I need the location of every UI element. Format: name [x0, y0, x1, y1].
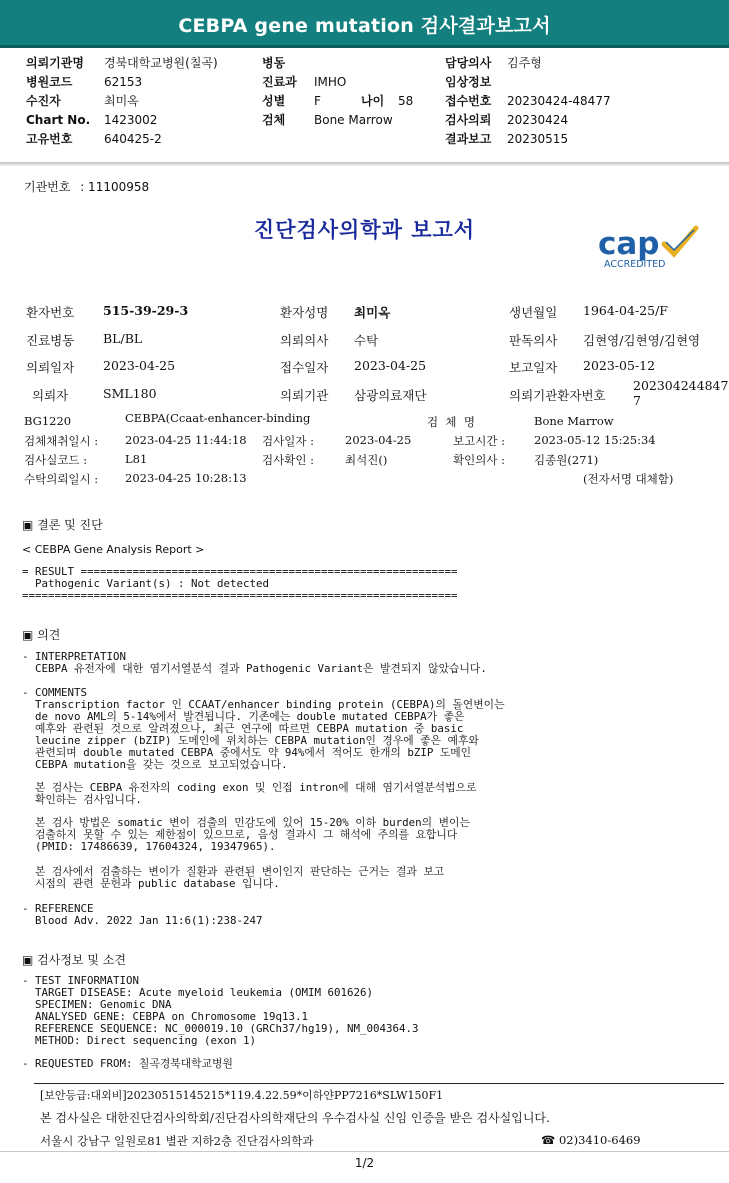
- cap-logo-text: cap: [598, 226, 660, 262]
- test-info-line: TARGET DISEASE: Acute myeloid leukemia (OMIM 601626): [22, 986, 374, 999]
- report-time-value: 2023-05-12 15:25:34: [534, 433, 656, 447]
- patient-ward: BL/BL: [103, 331, 143, 346]
- doctor-value: 김종원(271): [534, 453, 599, 467]
- age-value: 58: [398, 94, 414, 108]
- patient-field-label: 진료병동: [26, 333, 75, 348]
- comment-line: CEBPA mutation을 갖는 것으로 보고되었습니다.: [22, 758, 288, 771]
- confirm-value: 최석진(): [345, 453, 388, 467]
- info-value: 20230424: [507, 113, 569, 127]
- requesting-institution: 삼광의료재단: [354, 388, 427, 403]
- info-label: 병원코드: [26, 75, 73, 89]
- info-label: 성별: [262, 94, 286, 108]
- institution-patient-number-line: 202304244847: [633, 378, 729, 393]
- comment-line: 검출하지 못할 수 있는 제한점이 있으므로, 음성 결과시 그 해석에 주의를 요합니다: [22, 828, 458, 841]
- comment-line: 본 검사에서 검출하는 변이가 질환과 관련된 변이인지 판단하는 근거는 결과 보고: [22, 865, 445, 878]
- receipt-date: 2023-04-25: [354, 358, 427, 373]
- doctor-label: 확인의사 :: [453, 453, 505, 467]
- phone-number: ☎ 02)3410-6469: [541, 1133, 641, 1147]
- comment-line: (PMID: 17486639, 17604324, 19347965).: [22, 840, 276, 853]
- room-label: 검사실코드 :: [24, 453, 88, 467]
- info-value: IMHO: [314, 75, 347, 89]
- collect-value: 2023-04-25 11:44:18: [125, 433, 247, 447]
- report-title: 진단검사의학과 보고서: [253, 217, 476, 242]
- request-time-label: 수탁의뢰일시 :: [24, 472, 99, 486]
- confirm-label: 검사확인 :: [262, 453, 314, 467]
- report-time-label: 보고시간 :: [453, 434, 505, 448]
- patient-birth: 1964-04-25/F: [583, 303, 668, 318]
- test-info-line: ANALYSED GENE: CEBPA on Chromosome 19q13.1: [22, 1010, 309, 1023]
- requester: SML180: [103, 386, 157, 401]
- room-value: L81: [125, 452, 148, 466]
- exam-date-label: 검사일자 :: [262, 434, 314, 448]
- info-col-1: [26, 54, 218, 149]
- reference-line: Blood Adv. 2022 Jan 11:6(1):238-247: [22, 914, 263, 927]
- comment-line: 본 검사 방법은 somatic 변이 검출의 민감도에 있어 15-20% 이하 burden의 변이는: [22, 816, 470, 829]
- section-heading-opinion: ▣ 의견: [22, 628, 61, 642]
- reading-doctor: 김현영/김현영/김현영: [583, 333, 701, 348]
- agency-number: [24, 178, 149, 195]
- info-label: 수진자: [26, 94, 61, 108]
- info-value: 경북대학교병원(칠곡): [104, 56, 218, 70]
- test-code: BG1220: [24, 414, 72, 428]
- requesting-doctor: 수탁: [354, 333, 379, 348]
- test-info-line: - TEST INFORMATION: [22, 974, 140, 987]
- info-label: 담당의사: [445, 56, 492, 70]
- comment-line: 관련되며 double mutated CEBPA 중에서도 약 94%에서 적어도 한개의 bZIP 도메인: [22, 746, 472, 759]
- title-bar: [0, 0, 729, 48]
- info-label: 의뢰기관명: [26, 56, 84, 70]
- reference-line: - REFERENCE: [22, 902, 94, 915]
- patient-field-label: 의뢰기관: [280, 388, 329, 403]
- specimen-label: 검 체 명: [427, 415, 475, 429]
- test-info-line: METHOD: Direct sequencing (exon 1): [22, 1034, 257, 1047]
- test-info-line: SPECIMEN: Genomic DNA: [22, 998, 172, 1011]
- exam-date-value: 2023-04-25: [345, 433, 412, 447]
- patient-field-label: 의뢰일자: [26, 360, 75, 375]
- request-time-value: 2023-04-25 10:28:13: [125, 471, 247, 485]
- result-line: = RESULT ==========================================================: [22, 565, 458, 578]
- esign-note: (전자서명 대체함): [583, 472, 674, 486]
- info-label: 검체: [262, 113, 286, 127]
- test-info-line: REFERENCE SEQUENCE: NC_000019.10 (GRCh37/hg19), NM_004364.3: [22, 1022, 419, 1035]
- page-number: 1/2: [354, 1156, 375, 1170]
- institution-patient-number: [633, 378, 728, 408]
- age-label: 나이: [361, 94, 385, 108]
- requested-from: - REQUESTED FROM: 칠곡경북대학교병원: [22, 1057, 233, 1070]
- patient-field-label: 판독의사: [509, 333, 558, 348]
- result-line: ===================================================================: [22, 589, 458, 602]
- footer-divider: [34, 1083, 724, 1084]
- comment-line: 시점의 관련 문헌과 public database 입니다.: [22, 877, 280, 890]
- specimen-value: Bone Marrow: [534, 414, 614, 428]
- agency-label: 기관번호: [24, 180, 71, 194]
- patient-field-label: 의뢰의사: [280, 333, 329, 348]
- patient-field-label: 의뢰자: [32, 388, 69, 403]
- agency-value: : 11100958: [80, 180, 150, 194]
- comment-line: leucine zipper (bZIP) 도메인에 위치하는 CEBPA mutation인 경우에 좋은 예후와: [22, 734, 479, 747]
- report-name: < CEBPA Gene Analysis Report >: [22, 543, 205, 556]
- info-label: 진료과: [262, 75, 297, 89]
- patient-field-label: 환자번호: [26, 305, 75, 320]
- section-heading-test-info: ▣ 검사정보 및 소견: [22, 953, 126, 967]
- interpretation-line: CEBPA 유전자에 대한 염기서열분석 결과 Pathogenic Variant은 발견되지 않았습니다.: [22, 662, 487, 675]
- info-label: 검사의뢰: [445, 113, 492, 127]
- info-value: 640425-2: [104, 132, 162, 146]
- comment-line: 예후와 관련된 것으로 알려졌으나, 최근 연구에 따르면 CEBPA mutation 중 basic: [22, 722, 464, 735]
- comment-line: 본 검사는 CEBPA 유전자의 coding exon 및 인접 intron에 대해 염기서열분석법으로: [22, 781, 477, 794]
- patient-field-label: 의뢰기관환자번호: [509, 388, 606, 403]
- patient-field-label: 환자성명: [280, 305, 329, 320]
- info-value: F: [314, 94, 321, 108]
- patient-field-label: 보고일자: [509, 360, 558, 375]
- report-date: 2023-05-12: [583, 358, 656, 373]
- info-value: 최미옥: [104, 94, 139, 108]
- page-divider: [0, 1151, 729, 1152]
- patient-name: 최미옥: [354, 305, 391, 320]
- patient-field-label: 생년월일: [509, 305, 558, 320]
- request-date: 2023-04-25: [103, 358, 176, 373]
- info-col-2: [262, 54, 413, 130]
- info-value: 김주형: [507, 56, 542, 70]
- info-value: Bone Marrow: [314, 113, 393, 127]
- info-label: 접수번호: [445, 94, 492, 108]
- security-line: [보안등급:대외비]20230515145215*119.4.22.59*이하얀PP7216*SLW150F1: [40, 1089, 444, 1102]
- section-heading-conclusion: ▣ 결론 및 진단: [22, 518, 103, 532]
- info-label: 고유번호: [26, 132, 73, 146]
- info-value: 1423002: [104, 113, 158, 127]
- cap-accredited-logo: [596, 224, 704, 272]
- patient-id: 515-39-29-3: [103, 303, 189, 318]
- test-name: CEBPA(Ccaat-enhancer-binding: [125, 411, 311, 425]
- comment-line: 확인하는 검사입니다.: [22, 793, 142, 806]
- info-value: 62153: [104, 75, 143, 89]
- section-divider: [0, 162, 729, 166]
- comment-line: de novo AML의 5-14%에서 발견됩니다. 기존에는 double mutated CEBPA가 좋은: [22, 710, 465, 723]
- info-col-3: [445, 54, 611, 149]
- comment-line: - COMMENTS: [22, 686, 88, 699]
- cap-logo-subtext: ACCREDITED: [604, 259, 666, 270]
- page-title: CEBPA gene mutation 검사결과보고서: [178, 15, 551, 37]
- collect-label: 검체채취일시 :: [24, 434, 99, 448]
- info-value: 20230515: [507, 132, 569, 146]
- comment-line: Transcription factor 인 CCAAT/enhancer binding protein (CEBPA)의 돌연변이는: [22, 698, 505, 711]
- interpretation-line: - INTERPRETATION: [22, 650, 127, 663]
- result-line: Pathogenic Variant(s) : Not detected: [22, 577, 270, 590]
- info-label: 임상정보: [445, 75, 492, 89]
- certification-note: 본 검사실은 대한진단검사의학회/진단검사의학재단의 우수검사실 신임 인증을 받은 검사실입니다.: [40, 1111, 550, 1125]
- institution-patient-number-line: 7: [633, 393, 641, 408]
- info-label: 병동: [262, 56, 286, 70]
- patient-field-label: 접수일자: [280, 360, 329, 375]
- info-value: 20230424-48477: [507, 94, 611, 108]
- info-label: 결과보고: [445, 132, 492, 146]
- info-label: Chart No.: [26, 113, 91, 127]
- address: 서울시 강남구 일원로81 별관 지하2층 진단검사의학과: [40, 1134, 314, 1148]
